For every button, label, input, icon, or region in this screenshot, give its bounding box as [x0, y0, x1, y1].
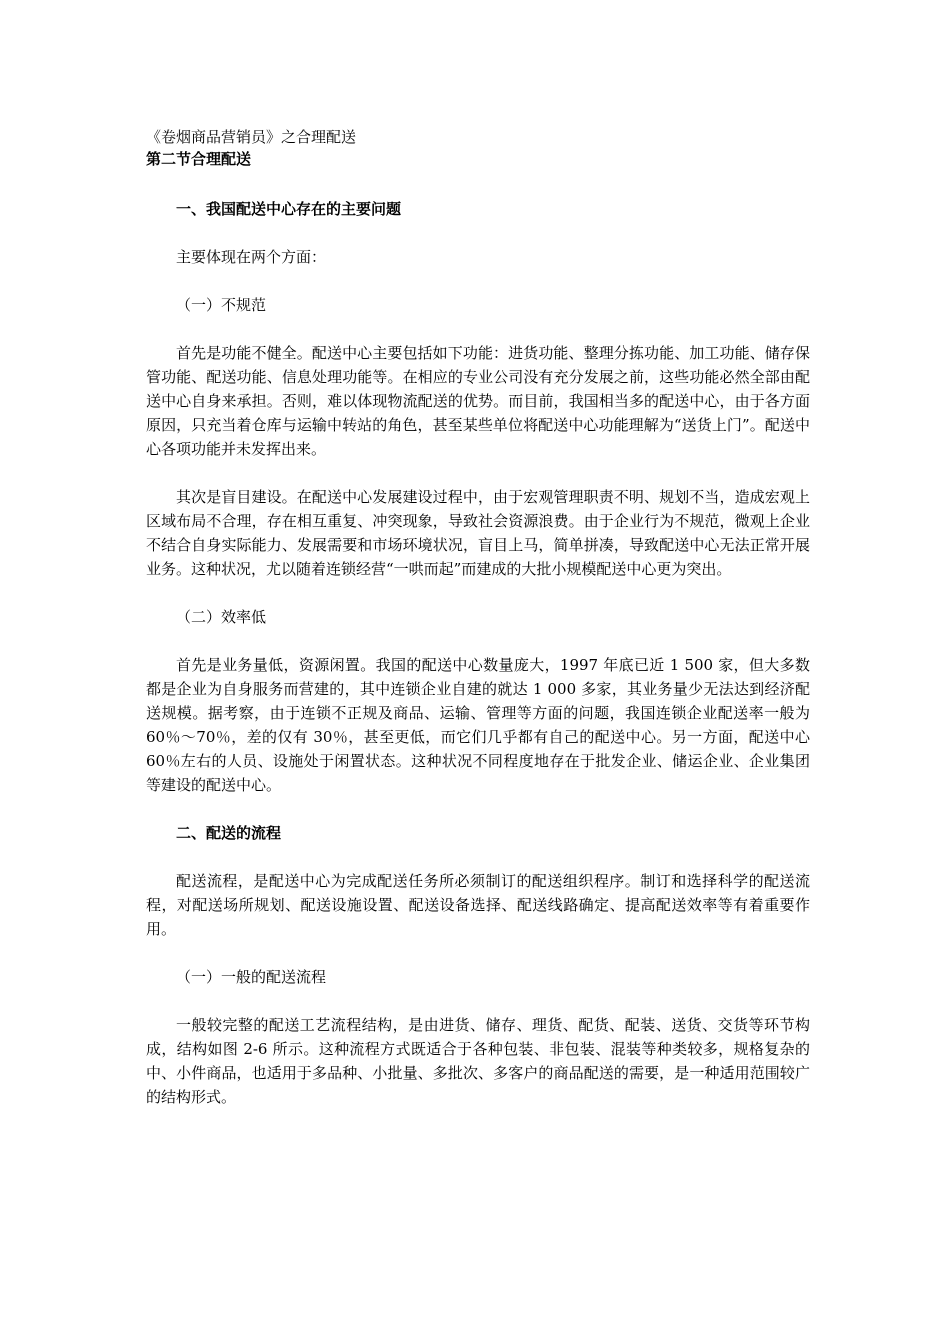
- heading-main-problems: 一、我国配送中心存在的主要问题: [176, 200, 402, 218]
- heading-delivery-process: 二、配送的流程: [176, 824, 282, 842]
- section-title: 第二节合理配送: [146, 150, 252, 168]
- document-page: [146, 126, 810, 1133]
- subheading-low-efficiency: （二）效率低: [176, 608, 267, 626]
- paragraph-process-definition: 配送流程，是配送中心为完成配送任务所必须制订的配送组织程序。制订和选择科学的配送流程，对配送场所规划、配送设施设置、配送设备选择、配送线路确定、提高配送效率等有着重要作用。: [146, 872, 810, 938]
- document-title: 《卷烟商品营销员》之合理配送: [146, 128, 357, 146]
- subheading-irregular: （一）不规范: [176, 296, 267, 314]
- subheading-general-process: （一）一般的配送流程: [176, 968, 327, 986]
- paragraph-blind-construction: 其次是盲目建设。在配送中心发展建设过程中，由于宏观管理职责不明、规划不当，造成宏观上区域布局不合理，存在相互重复、冲突现象，导致社会资源浪费。由于企业行为不规范，微观上企业不结合自身实际能力、发展需要和市场环境状况，盲目上马，简单拼凑，导致配送中心无法正常开展业务。这种状况，尤以随着连锁经营“一哄而起”而建成的大批小规模配送中心更为突出。: [146, 488, 810, 578]
- paragraph-low-volume: 首先是业务量低，资源闲置。我国的配送中心数量庞大，1997 年底已近 1 500 家，但大多数都是企业为自身服务而营建的，其中连锁企业自建的就达 1 000 多家，其业务量少无法达到经济配送规模。据考察，由于连锁不正规及商品、运输、管理等方面的问题，我国连锁企业配送率一般为 60％～70％，差的仅有 30％，甚至更低，而它们几乎都有自己的配送中心。另一方面，配送中心 60％左右的人员、设施处于闲置状态。这种状况不同程度地存在于批发企业、储运企业、企业集团等建设的配送中心。: [146, 656, 810, 794]
- paragraph-incomplete-functions: 首先是功能不健全。配送中心主要包括如下功能：进货功能、整理分拣功能、加工功能、储存保管功能、配送功能、信息处理功能等。在相应的专业公司没有充分发展之前，这些功能必然全部由配送中心自身来承担。否则，难以体现物流配送的优势。而目前，我国相当多的配送中心，由于各方面原因，只充当着仓库与运输中转站的角色，甚至某些单位将配送中心功能理解为“送货上门”。配送中心各项功能并未发挥出来。: [146, 344, 810, 458]
- paragraph-intro: 主要体现在两个方面：: [176, 248, 327, 266]
- paragraph-process-structure: 一般较完整的配送工艺流程结构，是由进货、储存、理货、配货、配装、送货、交货等环节构成，结构如图 2-6 所示。这种流程方式既适合于各种包装、非包装、混装等种类较多，规格复杂的中、小件商品，也适用于多品种、小批量、多批次、多客户的商品配送的需要，是一种适用范围较广的结构形式。: [146, 1016, 810, 1106]
